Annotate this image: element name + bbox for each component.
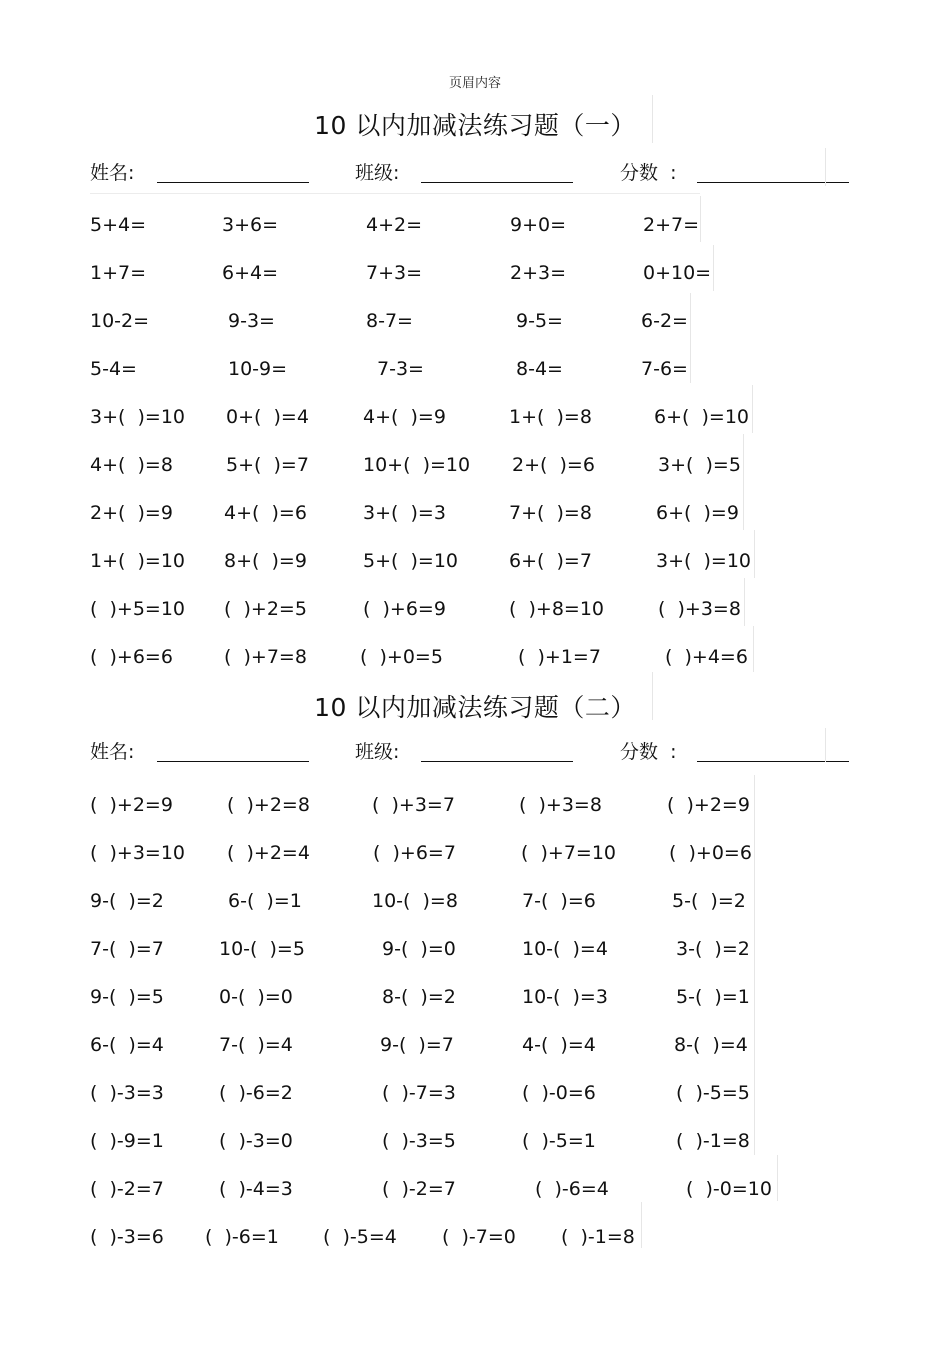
problem-item: ( )+0=6 [669, 842, 752, 864]
problem-item: 6+( )=10 [654, 406, 750, 428]
problem-item: 5+( )=7 [226, 454, 309, 476]
problem-item: ( )-4=3 [219, 1178, 293, 1200]
problem-item: 2+7= [643, 214, 700, 236]
problem-item: ( )+2=8 [227, 794, 310, 816]
student-info-row [0, 158, 950, 188]
problem-item: ( )+1=7 [518, 646, 601, 668]
problem-item: ( )-2=7 [382, 1178, 456, 1200]
problem-item: ( )-1=8 [561, 1226, 635, 1248]
problem-item: 9+0= [510, 214, 567, 236]
problem-item: 5+4= [90, 214, 147, 236]
problem-item: 6-( )=4 [90, 1034, 164, 1056]
problem-item: ( )-5=1 [522, 1130, 596, 1152]
problem-item: 3+( )=5 [658, 454, 741, 476]
problem-item: ( )+7=10 [521, 842, 617, 864]
scan-artifact-line [700, 196, 701, 242]
problem-item: 10+( )=10 [363, 454, 471, 476]
scan-artifact-line [652, 672, 653, 720]
student-info-row [0, 737, 950, 767]
problem-item: 10-2= [90, 310, 150, 332]
problem-item: 10-( )=8 [372, 890, 458, 912]
problem-item: ( )-3=5 [382, 1130, 456, 1152]
problem-item: ( )+2=9 [90, 794, 173, 816]
problem-item: 2+3= [510, 262, 567, 284]
name-label: 姓名: [90, 162, 135, 184]
problem-item: 7-( )=7 [90, 938, 164, 960]
problem-item: 9-( )=7 [380, 1034, 454, 1056]
problem-item: ( )-6=4 [535, 1178, 609, 1200]
name-blank[interactable] [157, 761, 309, 762]
problem-item: 9-( )=0 [382, 938, 456, 960]
problem-item: ( )-5=5 [676, 1082, 750, 1104]
problem-item: 6+( )=9 [656, 502, 739, 524]
problem-item: ( )-0=6 [522, 1082, 596, 1104]
score-blank[interactable] [697, 182, 849, 183]
score-label: 分数 : [620, 162, 677, 184]
problem-item: 4+( )=9 [363, 406, 446, 428]
problem-item: ( )+2=5 [224, 598, 307, 620]
problem-item: 0-( )=0 [219, 986, 293, 1008]
problem-item: 8+( )=9 [224, 550, 307, 572]
problem-item: 3+( )=10 [90, 406, 186, 428]
problem-item: 10-( )=5 [219, 938, 305, 960]
problem-item: ( )-7=0 [442, 1226, 516, 1248]
problem-item: 10-( )=3 [522, 986, 608, 1008]
problem-item: 1+( )=10 [90, 550, 186, 572]
scan-artifact-line [690, 293, 691, 383]
scan-artifact-line [754, 530, 755, 578]
problem-item: ( )+7=8 [224, 646, 307, 668]
problem-item: ( )+6=9 [363, 598, 446, 620]
scan-artifact-line [777, 1155, 778, 1201]
page-header: 页眉内容 [448, 76, 501, 91]
problem-item: 7-6= [641, 358, 688, 380]
problem-item: ( )+6=6 [90, 646, 173, 668]
problem-item: 5+( )=10 [363, 550, 459, 572]
problem-item: 6-( )=1 [228, 890, 302, 912]
problem-item: 8-( )=4 [674, 1034, 748, 1056]
problem-item: 6+4= [222, 262, 279, 284]
problem-item: 7-( )=6 [522, 890, 596, 912]
scan-artifact-line [713, 245, 714, 291]
problem-item: 10-( )=4 [522, 938, 608, 960]
class-blank[interactable] [421, 182, 573, 183]
problem-item: ( )-6=2 [219, 1082, 293, 1104]
problem-item: ( )+3=7 [372, 794, 455, 816]
problem-item: 4-( )=4 [522, 1034, 596, 1056]
problem-item: ( )-9=1 [90, 1130, 164, 1152]
problem-item: 9-( )=2 [90, 890, 164, 912]
problem-item: 4+( )=6 [224, 502, 307, 524]
problem-item: 8-7= [366, 310, 413, 332]
scan-artifact-line [743, 434, 744, 530]
problem-item: ( )-3=6 [90, 1226, 164, 1248]
problem-item: ( )+8=10 [509, 598, 605, 620]
scan-artifact-line [744, 578, 745, 626]
score-label: 分数 : [620, 741, 677, 763]
problem-item: ( )+5=10 [90, 598, 186, 620]
problem-item: ( )+2=4 [227, 842, 310, 864]
problem-item: ( )+0=5 [360, 646, 443, 668]
scan-artifact-line [641, 1202, 642, 1248]
problem-item: 9-5= [516, 310, 563, 332]
problem-item: 7-3= [377, 358, 424, 380]
problem-item: ( )+3=8 [519, 794, 602, 816]
scan-artifact-line [752, 385, 753, 433]
score-blank[interactable] [697, 761, 849, 762]
problem-item: 5-( )=2 [672, 890, 746, 912]
problem-item: 1+7= [90, 262, 147, 284]
problem-item: 3-( )=2 [676, 938, 750, 960]
problem-item: 5-4= [90, 358, 137, 380]
class-label: 班级: [355, 162, 400, 184]
problem-item: 0+10= [643, 262, 712, 284]
scan-artifact-line [825, 728, 826, 762]
problem-item: 2+( )=6 [512, 454, 595, 476]
problem-item: 3+( )=10 [656, 550, 752, 572]
scan-artifact-line [754, 775, 755, 1155]
problem-item: ( )-1=8 [676, 1130, 750, 1152]
problem-item: 1+( )=8 [509, 406, 592, 428]
problem-item: ( )+2=9 [667, 794, 750, 816]
problem-item: 6+( )=7 [509, 550, 592, 572]
problem-item: 10-9= [228, 358, 288, 380]
problem-item: ( )-3=3 [90, 1082, 164, 1104]
problem-item: 0+( )=4 [226, 406, 309, 428]
problem-item: 7+( )=8 [509, 502, 592, 524]
name-blank[interactable] [157, 182, 309, 183]
name-label: 姓名: [90, 741, 135, 763]
scan-artifact-line [90, 193, 700, 194]
problem-item: ( )-5=4 [323, 1226, 397, 1248]
problem-item: 6-2= [641, 310, 688, 332]
problem-item: 3+( )=3 [363, 502, 446, 524]
section-title: 10 以内加减法练习题（一） [314, 111, 636, 140]
class-label: 班级: [355, 741, 400, 763]
scan-artifact-line [652, 95, 653, 143]
scan-artifact-line [753, 626, 754, 672]
problem-item: 4+( )=8 [90, 454, 173, 476]
problem-item: 7+3= [366, 262, 423, 284]
problem-item: 7-( )=4 [219, 1034, 293, 1056]
problem-item: ( )-2=7 [90, 1178, 164, 1200]
section-title: 10 以内加减法练习题（二） [314, 693, 636, 722]
problem-item: 5-( )=1 [676, 986, 750, 1008]
problem-item: ( )-3=0 [219, 1130, 293, 1152]
problem-item: ( )-6=1 [205, 1226, 279, 1248]
problem-item: 9-( )=5 [90, 986, 164, 1008]
scan-artifact-line [825, 148, 826, 186]
problem-item: ( )+4=6 [665, 646, 748, 668]
problem-item: ( )-0=10 [686, 1178, 772, 1200]
problem-item: ( )-7=3 [382, 1082, 456, 1104]
class-blank[interactable] [421, 761, 573, 762]
problem-item: 8-( )=2 [382, 986, 456, 1008]
problem-item: ( )+6=7 [373, 842, 456, 864]
problem-item: 3+6= [222, 214, 279, 236]
problem-item: ( )+3=10 [90, 842, 186, 864]
problem-item: 9-3= [228, 310, 275, 332]
problem-item: 8-4= [516, 358, 563, 380]
problem-item: ( )+3=8 [658, 598, 741, 620]
problem-item: 2+( )=9 [90, 502, 173, 524]
problem-item: 4+2= [366, 214, 423, 236]
